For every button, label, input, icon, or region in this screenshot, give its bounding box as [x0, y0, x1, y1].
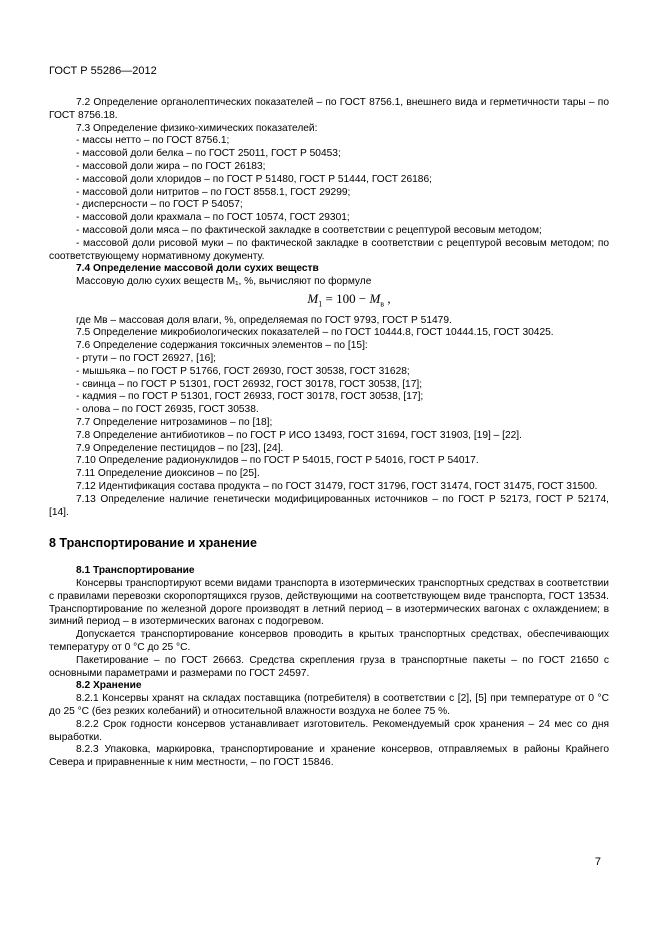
document-header: ГОСТ Р 55286—2012 [49, 65, 157, 77]
paragraph-7-7: 7.7 Определение нитрозаминов – по [18]; [76, 416, 273, 428]
paragraph-7-6: 7.6 Определение содержания токсичных элементов – по [15]: [76, 340, 368, 352]
heading-7-4: 7.4 Определение массовой доли сухих веществ [76, 263, 319, 275]
formula-rhs: M [369, 290, 381, 306]
list-item: - олова – по ГОСТ 26935, ГОСТ 30538. [76, 404, 259, 416]
list-item: - массовой доли белка – по ГОСТ 25011, ГОСТ Р 50453; [76, 148, 341, 160]
list-item: - массы нетто – по ГОСТ 8756.1; [76, 135, 230, 147]
heading-8-1: 8.1 Транспортирование [76, 565, 195, 577]
list-item: - массовой доли нитритов – по ГОСТ 8558.1, ГОСТ 29299; [76, 186, 351, 198]
list-item: - массовой доли рисовой муки – по фактической закладке в соответствии с рецептурой весовым методом; по соответствующему нормативному документу. [49, 237, 609, 262]
formula-rhs-sub: в [380, 299, 385, 309]
list-item: - дисперсности – по ГОСТ Р 54057; [76, 199, 243, 211]
paragraph-7-9: 7.9 Определение пестицидов – по [23], [24]. [76, 442, 284, 454]
list-item: - массовой доли хлоридов – по ГОСТ Р 51480, ГОСТ Р 51444, ГОСТ 26186; [76, 173, 432, 185]
formula-equals: = 100 − [322, 290, 370, 306]
paragraph-7-8: 7.8 Определение антибиотиков – по ГОСТ Р ИСО 13493, ГОСТ 31694, ГОСТ 31903, [19] – [22]. [76, 429, 522, 441]
section-8-title: 8 Транспортирование и хранение [49, 536, 257, 551]
list-item: - массовой доли крахмала – по ГОСТ 10574, ГОСТ 29301; [76, 212, 350, 224]
paragraph-7-3: 7.3 Определение физико-химических показателей: [76, 122, 318, 134]
paragraph-8-2-3: 8.2.3 Упаковка, маркировка, транспортирование и хранение консервов, отправляемых в районы Крайнего Севера и приравненные к ним местности, – по ГОСТ 15846. [49, 744, 609, 769]
formula-lhs-sub: 1 [318, 299, 323, 309]
formula-explanation: где Мв – массовая доля влаги, %, определяемая по ГОСТ 9793, ГОСТ Р 51479. [76, 314, 452, 326]
formula-lhs: M [307, 290, 319, 306]
list-item: - кадмия – по ГОСТ Р 51301, ГОСТ 26933, ГОСТ 30178, ГОСТ 30538, [17]; [76, 391, 424, 403]
paragraph-7-13: 7.13 Определение наличие генетически модифицированных источников – по ГОСТ Р 52173, ГОСТ Р 52174, [14]. [49, 493, 609, 518]
paragraph-8-1-b: Допускается транспортирование консервов проводить в крытых транспортных средствах, обеспечивающих температуру от 0 °С до 25 °С. [49, 629, 609, 654]
paragraph-8-2-1: 8.2.1 Консервы хранят на складах поставщика (потребителя) в соответствии с [2], [5] при температуре от 0 °С до 25 °С (без резких колебаний) и относительной влажности воздуха не более 75 %. [49, 693, 609, 718]
paragraph-7-5: 7.5 Определение микробиологических показателей – по ГОСТ 10444.8, ГОСТ 10444.15, ГОСТ 30425. [76, 327, 554, 339]
document-body [49, 97, 609, 770]
list-item: - массовой доли мяса – по фактической закладке в соответствии с рецептурой весовым методом; [76, 224, 542, 236]
list-item: - массовой доли жира – по ГОСТ 26183; [76, 160, 266, 172]
page-number: 7 [594, 856, 601, 868]
paragraph-8-1-c: Пакетирование – по ГОСТ 26663. Средства скрепления груза в транспортные пакеты – по ГОСТ 21650 с основными параметрами и размерами по ГОСТ 24597. [49, 654, 609, 679]
heading-8-2: 8.2 Хранение [76, 680, 142, 692]
paragraph-7-11: 7.11 Определение диоксинов – по [25]. [76, 468, 260, 480]
list-item: - мышьяка – по ГОСТ Р 51766, ГОСТ 26930, ГОСТ 30538, ГОСТ 31628; [76, 365, 410, 377]
paragraph-7-12: 7.12 Идентификация состава продукта – по ГОСТ 31479, ГОСТ 31796, ГОСТ 31474, ГОСТ 31475, ГОСТ 31500. [76, 480, 598, 492]
formula-end: , [384, 290, 391, 306]
list-item: - ртути – по ГОСТ 26927, [16]; [76, 352, 216, 364]
paragraph-8-1-a: Консервы транспортируют всеми видами транспорта в изотермических транспортных средствах в соответствии с правилами перевозки скоропортящихся грузов, действующими на соответствующем виде транспорта, ГОСТ 13534. Транспортирование по железной дороге производят в летний период – в изотермических вагонах с охлаждением; в зимний период – в изотермических вагонах с подогревом. [49, 578, 609, 628]
paragraph-7-2: 7.2 Определение органолептических показателей – по ГОСТ 8756.1, внешнего вида и герметичности тары – по ГОСТ 8756.18. [49, 97, 609, 121]
paragraph-8-2-2: 8.2.2 Срок годности консервов устанавливает изготовитель. Рекомендуемый срок хранения – 24 мес со дня выработки. [49, 718, 609, 743]
paragraph-7-4: Массовую долю сухих веществ М₁, %, вычисляют по формуле [76, 276, 372, 288]
dry-matter-formula [89, 291, 609, 312]
list-item: - свинца – по ГОСТ Р 51301, ГОСТ 26932, ГОСТ 30178, ГОСТ 30538, [17]; [76, 378, 423, 390]
paragraph-7-10: 7.10 Определение радионуклидов – по ГОСТ Р 54015, ГОСТ Р 54016, ГОСТ Р 54017. [76, 455, 479, 467]
